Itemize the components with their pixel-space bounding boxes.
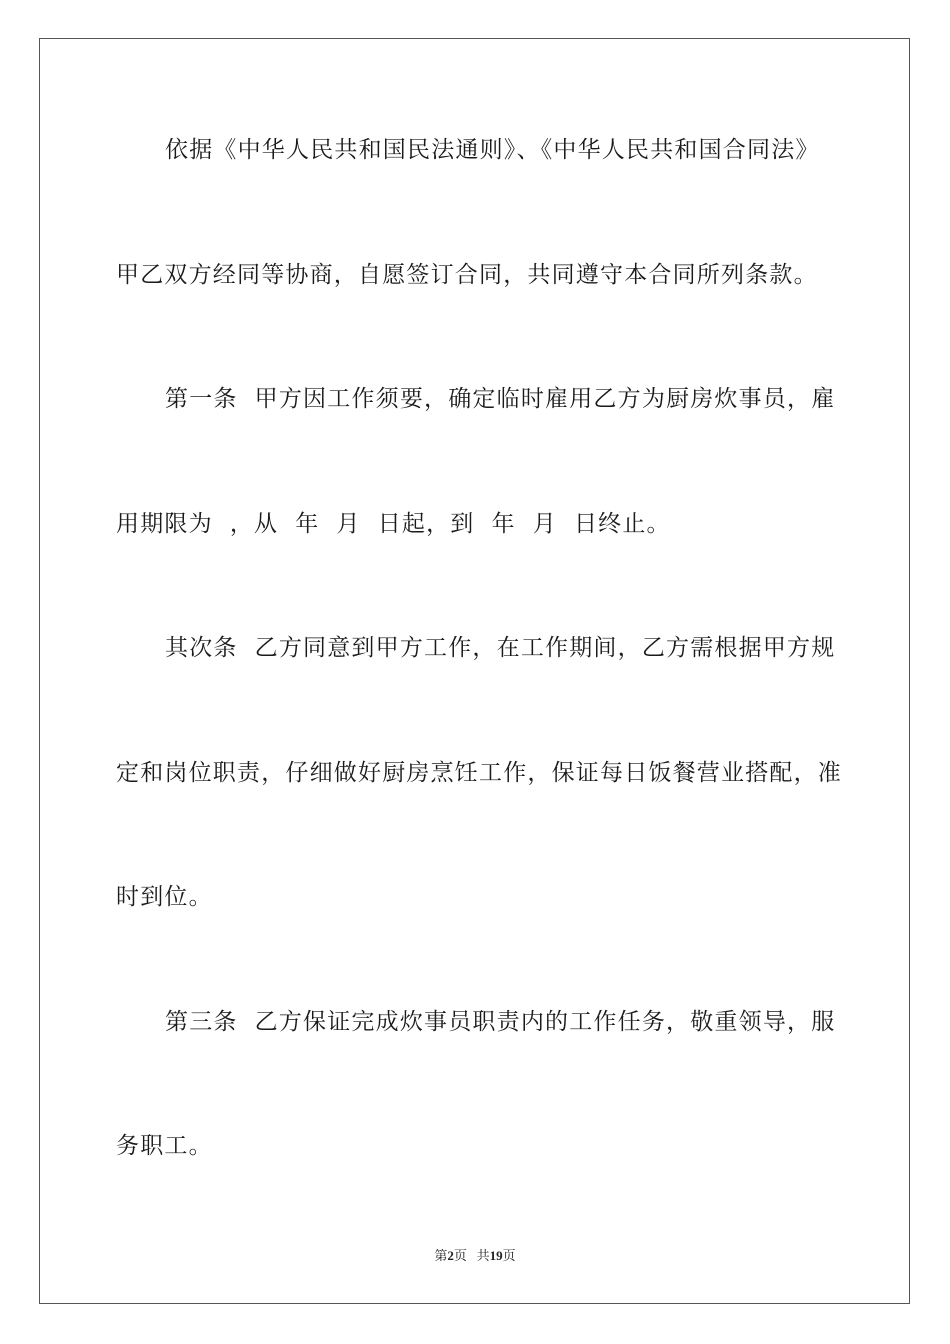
article-2-line: 定和岗位职责，仔细做好厨房烹饪工作，保证每日饭餐营业搭配，准	[116, 760, 842, 786]
article-1-line: 用期限为 ，从 年 月 日起，到 年 月 日终止。	[116, 511, 671, 537]
paragraph-line: 甲乙双方经同等协商，自愿签订合同，共同遵守本合同所列条款。	[116, 262, 818, 288]
article-2-line: 时到位。	[116, 884, 213, 910]
total-prefix: 共	[476, 1248, 490, 1263]
article-2-line: 其次条 乙方同意到甲方工作，在工作期间，乙方需根据甲方规	[165, 635, 836, 661]
article-3-line: 第三条 乙方保证完成炊事员职责内的工作任务，敬重领导，服	[165, 1009, 836, 1035]
page-prefix: 第	[434, 1248, 448, 1263]
total-suffix: 页	[502, 1248, 516, 1263]
page-suffix: 页	[453, 1248, 467, 1263]
page-border	[39, 38, 910, 1304]
total-pages: 19	[489, 1248, 503, 1263]
article-3-line: 务职工。	[116, 1133, 213, 1159]
page-number: 2	[447, 1248, 454, 1263]
page-footer	[0, 1247, 950, 1265]
paragraph-line: 依据《中华人民共和国民法通则》、《中华人民共和国合同法》	[165, 137, 820, 163]
article-1-line: 第一条 甲方因工作须要，确定临时雇用乙方为厨房炊事员，雇	[165, 386, 836, 412]
